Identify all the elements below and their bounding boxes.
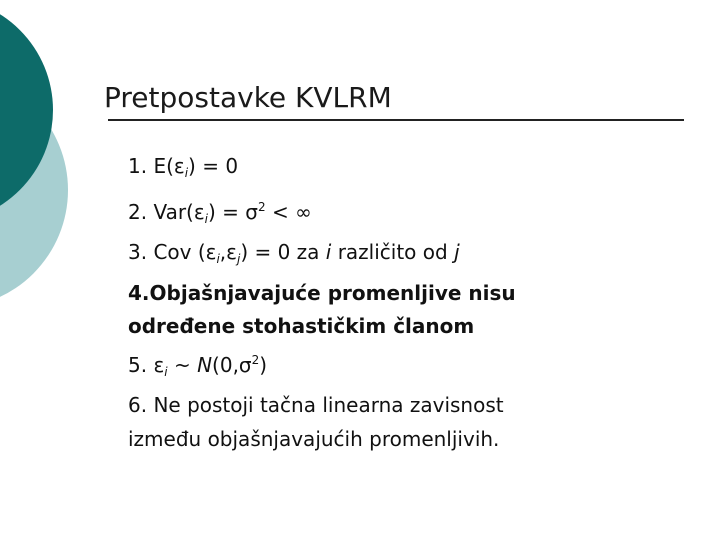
assumption-5: [128, 344, 688, 390]
assumption-6-line-1: 6. Ne postoji tačna linearna zavisnost: [128, 393, 504, 417]
assumption-3: [128, 236, 688, 277]
text: ~: [167, 352, 198, 377]
subscript: j: [236, 252, 241, 266]
text: ): [259, 352, 268, 377]
assumption-1: [128, 150, 688, 191]
assumption-2: [128, 191, 688, 237]
text: različito od: [331, 240, 455, 264]
assumption-4-line-2: određene stohastičkim članom: [128, 314, 475, 338]
superscript: 2: [257, 199, 266, 214]
subscript: i: [184, 166, 189, 180]
text: (0,σ: [212, 352, 252, 377]
decorative-circles: [0, 0, 80, 300]
assumption-6-line-2: između objašnjavajućih promenljivih.: [128, 426, 500, 451]
text: 3. Cov (ε: [128, 240, 217, 264]
text: 1. E(ε: [128, 154, 185, 178]
assumptions-list: [128, 150, 688, 456]
text: ) = 0: [188, 154, 239, 178]
text: 2. Var(ε: [128, 199, 205, 224]
superscript: 2: [251, 352, 260, 367]
text: ,ε: [219, 240, 237, 264]
variable: j: [454, 240, 460, 264]
assumption-4-line-1: 4.Objašnjavajuće promenljive nisu: [128, 280, 516, 305]
variable: i: [325, 240, 332, 264]
subscript: i: [164, 364, 168, 379]
text: 5. ε: [128, 352, 165, 377]
text: ) = 0 za: [240, 240, 326, 264]
subscript: i: [204, 211, 209, 226]
distribution-symbol: N: [197, 352, 213, 377]
subscript: i: [216, 252, 220, 266]
slide-title: Pretpostavke KVLRM: [104, 81, 392, 114]
title-underline: [108, 119, 684, 121]
text: < ∞: [265, 199, 312, 224]
text: ) = σ: [208, 199, 258, 224]
